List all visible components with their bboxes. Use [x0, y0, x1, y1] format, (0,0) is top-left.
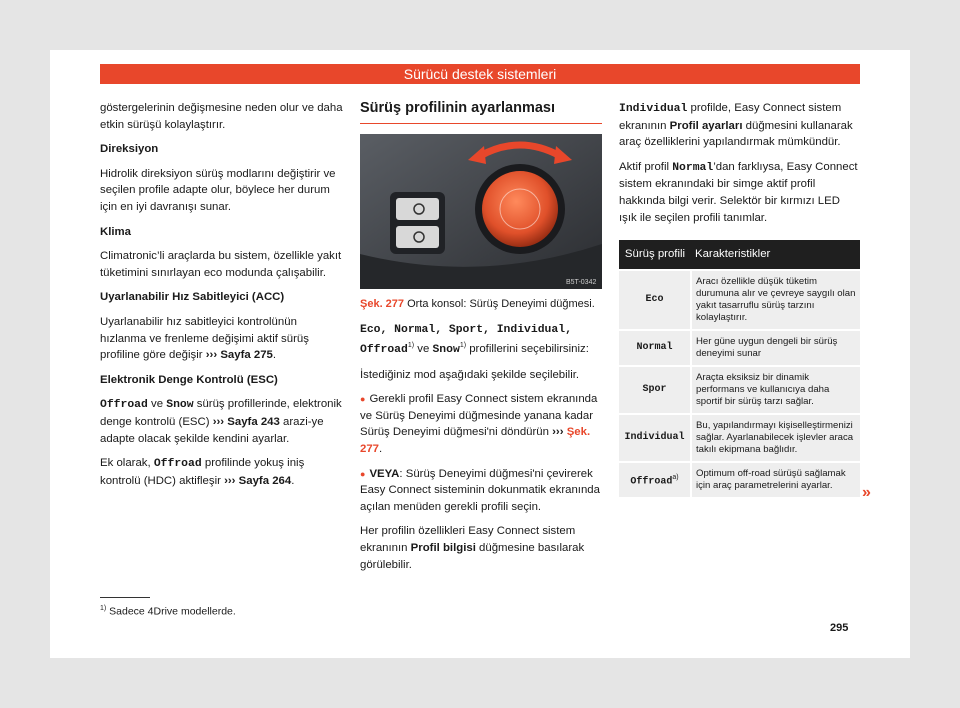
heading-direksiyon: Direksiyon [100, 143, 159, 156]
auto-hold-button [396, 226, 439, 248]
table-row: Spor Araçta eksiksiz bir dinamik performans ve kullanıcıya daha sportif bir sürüş tarzı sağlar. [619, 366, 860, 414]
section-title: Sürüş profilinin ayarlanması [360, 100, 602, 124]
heading-acc: Uyarlanabilir Hız Sabitleyici (ACC) [100, 291, 285, 304]
continue-marker: » [862, 484, 871, 501]
paragraph-active-profile: Aktif profil Normal’dan farklıysa, Easy Connect sistem ekranındaki bir simge aktif profil hakkında bilgi verir. Selektör bir kırmızı LED ışık ile seçilen profili tanımlar. [619, 160, 858, 224]
driving-experience-knob [482, 171, 558, 247]
parking-brake-button [396, 198, 439, 220]
column-1 [100, 100, 345, 497]
column-3 [619, 100, 860, 497]
intro-paragraph: göstergelerinin değişmesine neden olur ve daha etkin sürüşü kolaylaştırır. [100, 102, 343, 131]
link-sayfa-275[interactable]: Sayfa 275 [220, 349, 273, 362]
paragraph-esc: Offroad ve Snow sürüş profillerinde, elektronik denge kontrolü (ESC) ››› Sayfa 243 arazi-ye adapte olacak şekilde kendini ayarlar. [100, 398, 342, 445]
chapter-header: Sürücü destek sistemleri [100, 64, 860, 84]
link-sayfa-243[interactable]: Sayfa 243 [227, 415, 280, 428]
paragraph-modes: Eco, Normal, Sport, Individual, Offroad$^{1)}$ ve Snow$^{1)}$ profillerini seçebilirsiniz: [360, 323, 589, 356]
paragraph-individual: Individual profilde, Easy Connect sistem ekranının Profil ayarları düğmesini kullanarak araç özelliklerini yapılandırmak mümkündür. [619, 102, 853, 149]
table-header-profile: Sürüş profili [619, 240, 691, 270]
paragraph-hdc: Ek olarak, Offroad profilinde yokuş iniş kontrolü (HDC) aktifleşir ››› Sayfa 264. [100, 457, 305, 487]
table-header-characteristics: Karakteristikler [691, 240, 860, 270]
paragraph-klima: Climatronic’li araçlarda bu sistem, özellikle yakıt tüketimini sınırlayan eco modunda çalışabilir. [100, 250, 342, 279]
table-row: Individual Bu, yapılandırmayı kişiselleştirmenizi sağlar. Ayarlanabilecek işlevler araca takılı ekipmana bağlıdır. [619, 414, 860, 462]
console-illustration [360, 134, 602, 289]
link-sayfa-264[interactable]: Sayfa 264 [238, 474, 292, 487]
table-row: Eco Aracı özellikle düşük tüketim durumuna alır ve çevreye saygılı olan yakıt tasarruflu sürüş tarzını kolaylaştırır. [619, 270, 860, 330]
paragraph-select: İstediğiniz mod aşağıdaki şekilde seçilebilir. [360, 368, 580, 381]
table-row: Offroad$^{a)}$ Optimum off-road sürüşü sağlamak için araç parametrelerini ayarlar. [619, 462, 860, 497]
bullet-1: ● Gerekli profil Easy Connect sistem ekranında ve Sürüş Deneyimi düğmesinde yanana kadar Sürüş Deneyimi düğmesi'ni döndürün ››› Şek. 277. [360, 391, 602, 457]
heading-esc: Elektronik Denge Kontrolü (ESC) [100, 373, 278, 386]
figure-caption: Şek. 277 Orta konsol: Sürüş Deneyimi düğmesi. [360, 297, 595, 310]
bullet-2: ● VEYA: Sürüş Deneyimi düğmesi'ni çevirerek Easy Connect sisteminin dokunmatik ekranında açılan menüden gerekli profili seçin. [360, 466, 602, 516]
paragraph-direksiyon: Hidrolik direksiyon sürüş modlarını değiştirir ve seçilen profile adapte olur, böylece her durum için en iyi davranışı sunar. [100, 167, 336, 213]
heading-klima: Klima [100, 225, 132, 238]
column-2 [360, 100, 602, 581]
figure-center-console [360, 134, 602, 289]
footnote-divider [100, 597, 150, 598]
figure-code: B5T-0342 [566, 278, 597, 286]
profile-table [619, 240, 860, 497]
paragraph-profile-info: Her profilin özellikleri Easy Connect sistem ekranının Profil bilgisi düğmesine basılarak görülebilir. [360, 525, 585, 571]
paragraph-acc: Uyarlanabilir hız sabitleyici kontrolünün hızlanma ve frenleme değişimi aktif sürüş profiline göre değişir ››› Sayfa 275. [100, 315, 309, 362]
link-sek-277[interactable]: Şek. 277 [360, 426, 591, 455]
page-number: 295 [830, 622, 849, 634]
table-row: Normal Her güne uygun dengeli bir sürüş deneyimi sunar [619, 330, 860, 366]
footnote: $^{1)}$ Sadece 4Drive modellerde. [100, 605, 236, 618]
